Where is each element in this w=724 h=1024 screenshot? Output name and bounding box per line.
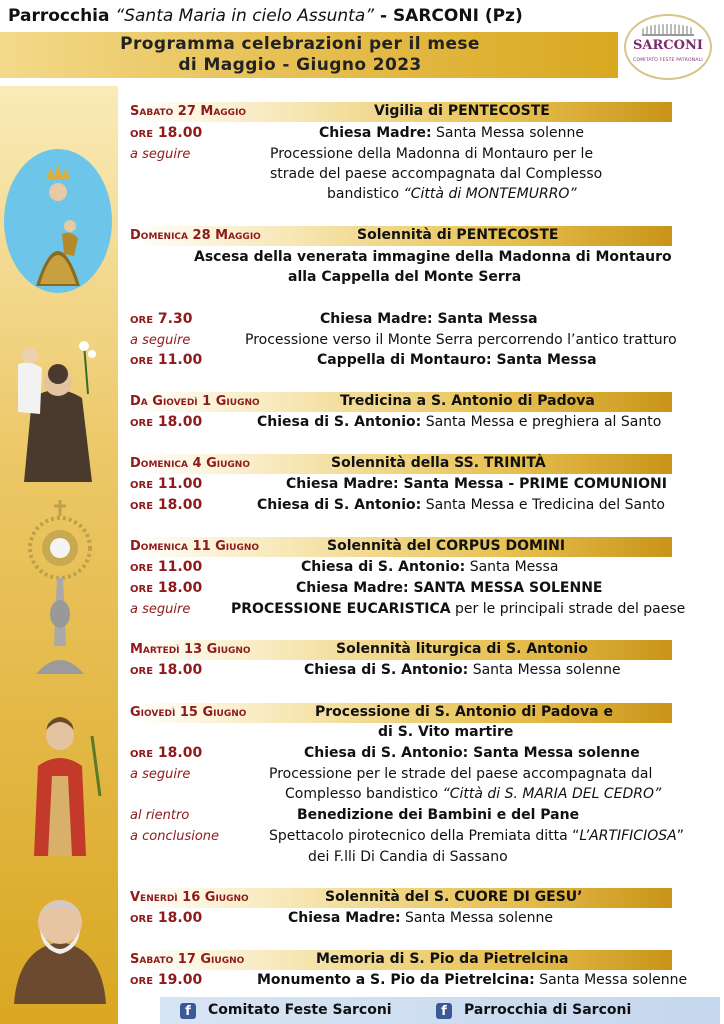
event-line <box>327 186 577 202</box>
event-feast: Processione di S. Antonio di Padova e <box>315 704 613 720</box>
line-text: Spettacolo pirotecnico della Premiata ditta “ <box>269 828 580 844</box>
line-text: Santa Messa solenne <box>400 910 553 926</box>
event-line: strade del paese accompagnata dal Complesso <box>270 166 603 182</box>
event-line <box>257 497 665 513</box>
event-day: Venerdì 16 Giugno <box>130 890 249 905</box>
event-line <box>257 414 661 430</box>
time-label: ore 18.00 <box>130 745 203 761</box>
time-label: ore 11.00 <box>130 352 203 368</box>
event-line: Benedizione dei Bambini e del Pane <box>297 807 580 823</box>
event-line: Chiesa Madre: Santa Messa - PRIME COMUNIONI <box>286 476 667 492</box>
procession: PROCESSIONE EUCARISTICA <box>231 601 451 617</box>
venue: Chiesa di S. Antonio: <box>257 414 422 430</box>
line-text: Santa Messa solenne <box>431 125 584 141</box>
time-label: ore 18.00 <box>130 910 203 926</box>
time-label: a seguire <box>130 333 191 348</box>
time-label: ore 18.00 <box>130 414 203 430</box>
time-label: ore 18.00 <box>130 580 203 596</box>
logo-subtitle: COMITATO FESTE PATRONALI <box>633 58 703 63</box>
time-label: ore 11.00 <box>130 476 203 492</box>
event-line <box>269 828 684 844</box>
event-line <box>319 125 584 141</box>
line-text: Santa Messa solenne <box>468 662 621 678</box>
band-name: “Città di MONTEMURRO” <box>399 186 577 202</box>
time-label: ore 11.00 <box>130 559 203 575</box>
time-label: al rientro <box>130 808 190 823</box>
time-label: ore 18.00 <box>130 125 203 141</box>
company-name: L’ARTIFICIOSA <box>579 828 677 844</box>
church-dome-icon <box>642 24 694 36</box>
event-line <box>257 972 687 988</box>
line-text: Santa Messa e Tredicina del Santo <box>421 497 666 513</box>
monstrance-image <box>22 496 98 682</box>
event-line: dei F.lli Di Candia di Sassano <box>308 849 508 865</box>
time-label: ore 19.00 <box>130 972 203 988</box>
event-day: Domenica 28 Maggio <box>130 228 261 243</box>
padre-pio-image <box>8 884 112 1004</box>
saint-vito-image <box>8 706 112 860</box>
event-line: Chiesa di S. Antonio: Santa Messa solenne <box>304 745 640 761</box>
event-day: Da Giovedì 1 Giugno <box>130 394 260 409</box>
footer <box>160 997 720 1024</box>
venue: Chiesa Madre: <box>319 125 432 141</box>
line-text: Santa Messa solenne <box>534 972 688 988</box>
venue: Chiesa Madre: <box>288 910 401 926</box>
event-feast: di S. Vito martire <box>378 724 514 740</box>
facebook-page-comitato[interactable]: Comitato Feste Sarconi <box>208 1002 392 1018</box>
title-line-2: di Maggio - Giugno 2023 <box>178 55 422 75</box>
event-line: Cappella di Montauro: Santa Messa <box>317 352 597 368</box>
saint-anthony-image <box>4 334 110 484</box>
event-line <box>301 559 558 575</box>
event-line: Chiesa Madre: Santa Messa <box>320 311 538 327</box>
event-line: Processione della Madonna di Montauro per le <box>270 146 594 162</box>
time-label: a seguire <box>130 147 191 162</box>
event-day: Sabato 27 Maggio <box>130 104 247 119</box>
event-line <box>285 786 661 802</box>
parish-prefix: Parrocchia <box>8 6 110 26</box>
time-label: ore 18.00 <box>130 497 203 513</box>
event-feast: Memoria di S. Pio da Pietrelcina <box>316 951 569 967</box>
line-text: per le principali strade del paese <box>450 601 686 617</box>
event-day: Domenica 4 Giugno <box>130 456 250 471</box>
logo-name: SARCONI <box>633 38 703 53</box>
line-text: Santa Messa <box>465 559 559 575</box>
line-text: Santa Messa e preghiera al Santo <box>421 414 662 430</box>
event-feast: Solennità del S. CUORE DI GESU’ <box>325 889 583 905</box>
event-feast: Solennità della SS. TRINITÀ <box>331 455 546 471</box>
event-day: Martedì 13 Giugno <box>130 642 251 657</box>
header <box>0 0 724 86</box>
venue: Chiesa di S. Antonio: <box>301 559 466 575</box>
parish-name: “Santa Maria in cielo Assunta” <box>115 6 375 26</box>
event-feast: Solennità di PENTECOSTE <box>357 227 559 243</box>
madonna-image <box>2 146 114 296</box>
event-feast: Solennità liturgica di S. Antonio <box>336 641 588 657</box>
title-band <box>0 32 618 78</box>
event-line <box>304 662 621 678</box>
time-label: a seguire <box>130 602 191 617</box>
event-feast: Vigilia di PENTECOSTE <box>374 103 550 119</box>
venue: Chiesa di S. Antonio: <box>257 497 422 513</box>
event-line <box>231 601 685 617</box>
sarconi-logo <box>624 14 712 80</box>
event-line: Processione per le strade del paese accompagnata dal <box>269 766 653 782</box>
town: - SARCONI (Pz) <box>379 6 523 26</box>
event-subtitle: Ascesa della venerata immagine della Madonna di Montauro <box>194 249 672 265</box>
event-day: Sabato 17 Giugno <box>130 952 245 967</box>
event-subtitle: alla Cappella del Monte Serra <box>288 269 522 285</box>
event-feast: Solennità del CORPUS DOMINI <box>327 538 566 554</box>
line-text: ” <box>676 828 684 844</box>
facebook-page-parrocchia[interactable]: Parrocchia di Sarconi <box>464 1002 632 1018</box>
parish-line <box>8 6 523 26</box>
title-line-1: Programma celebrazioni per il mese <box>120 34 480 54</box>
time-label: ore 7.30 <box>130 311 193 327</box>
event-day: Giovedì 15 Giugno <box>130 705 247 720</box>
event-feast: Tredicina a S. Antonio di Padova <box>340 393 595 409</box>
venue: Monumento a S. Pio da Pietrelcina: <box>257 972 535 988</box>
line-text: Complesso bandistico <box>285 786 439 802</box>
facebook-icon: f <box>180 1003 196 1019</box>
band-name: “Città di S. MARIA DEL CEDRO” <box>438 786 662 802</box>
line-text: bandistico <box>327 186 400 202</box>
venue: Chiesa di S. Antonio: <box>304 662 469 678</box>
facebook-icon: f <box>436 1003 452 1019</box>
event-line <box>288 910 553 926</box>
event-line: Processione verso il Monte Serra percorrendo l’antico tratturo <box>245 332 677 348</box>
time-label: a seguire <box>130 767 191 782</box>
event-day: Domenica 11 Giugno <box>130 539 260 554</box>
time-label: a conclusione <box>130 829 220 844</box>
time-label: ore 18.00 <box>130 662 203 678</box>
event-line: Chiesa Madre: SANTA MESSA SOLENNE <box>296 580 603 596</box>
